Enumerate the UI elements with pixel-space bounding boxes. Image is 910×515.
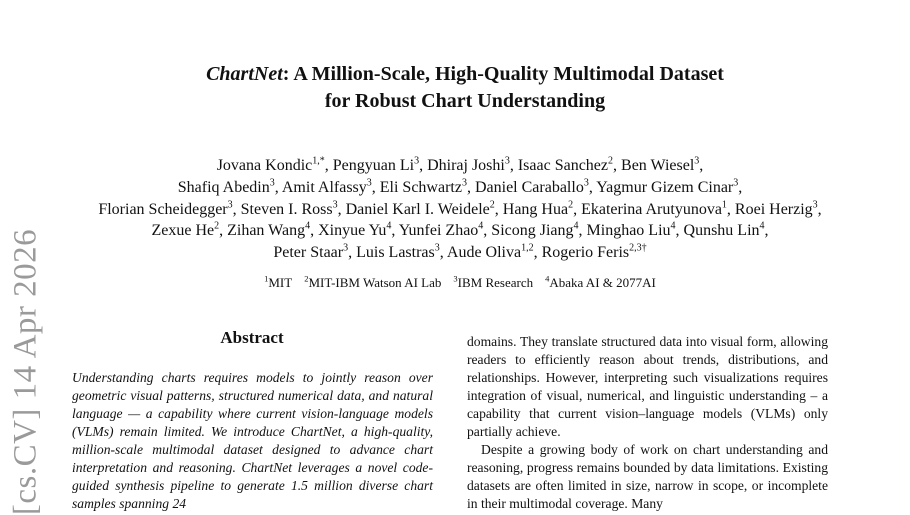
author-affiliation-mark: 1,* xyxy=(312,155,325,167)
affiliation-number: 2 xyxy=(304,273,309,284)
author-affiliation-mark: 3 xyxy=(434,242,440,254)
title-line-1-rest: : A Million-Scale, High-Quality Multimodal Dataset xyxy=(282,63,724,85)
author-affiliation-mark: 3 xyxy=(343,242,349,254)
author-name: Daniel Karl I. Weidele xyxy=(345,200,490,218)
author-entry xyxy=(282,179,372,196)
author-entry xyxy=(475,179,589,196)
affiliation-number: 3 xyxy=(453,273,458,284)
author-entry xyxy=(447,244,534,261)
author-name: Pengyuan Li xyxy=(332,157,415,174)
author-entry xyxy=(587,222,676,239)
author-list: Jovana Kondic$^{1,*}$, Pengyuan Li$^3$, Dhiraj Joshi$^3$, Isaac Sanchez$^2$, Ben Wiesel$^3$, Shafiq Abedin$^3$, Amit Alfassy$^3$, Eli Schwartz$^3$, Daniel Caraballo$^3$, Yagmur Gizem Cinar$^3$, Florian Scheidegger$^3$, Steven I. Ross$^3$, Daniel Karl I. Weidele$^2$, Hang Hua$^2$, Ekaterina Arutyunova$^1$, Roei Herzig$^3$, Zexue He$^2$, Zihan Wang$^4$, Xinyue Yu$^4$, Yunfei Zhao$^4$, Sicong Jiang$^4$, Minghao Liu$^4$, Qunshu Lin$^4$, Peter Staar$^3$, Luis Lastras$^3$, Aude Oliva$^{1,2}$, Rogerio Feris$^{2,3\dagger}$ xyxy=(98,155,822,262)
affiliation-name: IBM Research xyxy=(457,275,534,290)
author-name: Florian Scheidegger xyxy=(98,200,228,218)
author-name: Yunfei Zhao xyxy=(398,222,479,240)
author-name: Yagmur Gizem Cinar xyxy=(596,178,734,196)
author-name: Rogerio Feris xyxy=(541,244,630,262)
author-entry xyxy=(581,201,727,218)
author-entry xyxy=(518,157,613,174)
author-name: Sicong Jiang xyxy=(491,222,574,240)
author-entry xyxy=(596,179,738,196)
intro-column xyxy=(467,333,828,513)
author-entry xyxy=(227,222,310,239)
author-name: Peter Staar xyxy=(273,244,344,262)
author-name: Steven I. Ross xyxy=(240,200,333,218)
author-affiliation-mark: 2 xyxy=(214,221,220,233)
author-affiliation-mark: 3 xyxy=(227,199,233,211)
author-entry xyxy=(621,157,699,174)
affiliation-name: MIT-IBM Watson AI Lab xyxy=(308,275,442,290)
intro-paragraph: domains. They translate structured data into visual form, allowing readers to efficiently reason about trends, distributions, and relationships. However, interpreting such visualizations requires integration of visual, numerical, and linguistic understanding – a capability that current vision–language models (VLMs) only partially achieve. xyxy=(467,334,828,439)
author-affiliation-mark: 3 xyxy=(583,177,589,189)
author-entry xyxy=(273,244,348,261)
author-name: Xinyue Yu xyxy=(318,222,387,240)
author-affiliation-mark: 3 xyxy=(366,177,372,189)
author-name: Zexue He xyxy=(151,222,215,240)
author-affiliation-mark: 1,2 xyxy=(521,242,534,254)
author-entry xyxy=(491,222,578,239)
author-name: Daniel Caraballo xyxy=(474,178,584,196)
author-name: Minghao Liu xyxy=(586,222,671,240)
author-name: Shafiq Abedin xyxy=(177,178,270,196)
author-affiliation-mark: 2 xyxy=(568,199,574,211)
affiliation-number: 1 xyxy=(264,273,269,284)
author-entry xyxy=(241,201,338,218)
author-entry xyxy=(542,244,647,261)
author-affiliation-mark: 3 xyxy=(332,199,338,211)
arxiv-stamp-text: [cs.CV] 14 Apr 2026 xyxy=(7,228,44,515)
author-entry xyxy=(178,179,275,196)
author-affiliation-mark: 2 xyxy=(489,199,495,211)
author-affiliation-mark: 4 xyxy=(759,221,765,233)
author-affiliation-mark: 1 xyxy=(721,199,727,211)
abstract-heading: Abstract xyxy=(220,328,284,347)
author-name: Eli Schwartz xyxy=(379,178,462,196)
author-name: Jovana Kondic xyxy=(216,157,313,174)
author-entry xyxy=(346,201,495,218)
author-entry xyxy=(151,222,219,239)
author-affiliation-mark: 3 xyxy=(461,177,467,189)
author-name: Ben Wiesel xyxy=(621,157,695,174)
affiliation-list xyxy=(100,275,820,291)
author-name: Aude Oliva xyxy=(446,244,522,262)
intro-paragraph: Despite a growing body of work on chart understanding and reasoning, progress remains bounded by data limitations. Existing datasets are often limited in size, narrow in scope, or incomplete in their multimodal coverage. Many xyxy=(467,442,828,511)
affiliation xyxy=(304,275,441,290)
affiliation-name: Abaka AI & 2077AI xyxy=(549,275,656,290)
author-affiliation-mark: 3 xyxy=(269,177,275,189)
affiliation xyxy=(545,275,656,290)
author-entry xyxy=(217,157,325,174)
author-name: Zihan Wang xyxy=(227,222,306,240)
abstract-text: Understanding charts requires models to jointly reason over geometric visual patterns, structured numerical data, and natural language — a capability where current vision-language models (VLMs) remain limited. We introduce ChartNet, a high-quality, million-scale multimodal dataset designed to advance chart interpretation and reasoning. ChartNet leverages a novel code-guided synthesis pipeline to generate 1.5 million diverse chart samples spanning 24 xyxy=(72,370,433,511)
author-entry xyxy=(427,157,510,174)
author-affiliation-mark: 4 xyxy=(305,221,311,233)
author-entry xyxy=(380,179,467,196)
author-entry xyxy=(356,244,440,261)
author-name: Hang Hua xyxy=(502,200,569,218)
author-affiliation-mark: 4 xyxy=(386,221,392,233)
author-entry xyxy=(333,157,419,174)
affiliation xyxy=(453,275,533,290)
author-name: Ekaterina Arutyunova xyxy=(581,200,722,218)
author-affiliation-mark: 3 xyxy=(504,155,510,167)
affiliation-name: MIT xyxy=(268,275,293,290)
author-affiliation-mark: 3 xyxy=(694,155,700,167)
arxiv-stamp xyxy=(0,0,56,515)
author-affiliation-mark: 3 xyxy=(812,199,818,211)
title-dataset-name: ChartNet xyxy=(206,63,283,85)
author-affiliation-mark: 3 xyxy=(733,177,739,189)
author-affiliation-mark: 2 xyxy=(608,155,614,167)
author-affiliation-mark: 4 xyxy=(573,221,579,233)
author-entry xyxy=(98,201,232,218)
author-entry xyxy=(735,201,818,218)
author-affiliation-mark: 3 xyxy=(414,155,420,167)
author-name: Amit Alfassy xyxy=(281,178,367,196)
author-entry xyxy=(684,222,765,239)
author-name: Qunshu Lin xyxy=(683,222,760,240)
author-entry xyxy=(318,222,391,239)
author-entry xyxy=(503,201,573,218)
author-name: Dhiraj Joshi xyxy=(427,157,505,174)
affiliation xyxy=(264,275,292,290)
title-line-2: for Robust Chart Understanding xyxy=(324,90,606,112)
author-affiliation-mark: 2,3† xyxy=(629,242,647,254)
author-affiliation-mark: 4 xyxy=(670,221,676,233)
author-affiliation-mark: 4 xyxy=(478,221,484,233)
author-name: Isaac Sanchez xyxy=(517,157,609,174)
paper-title xyxy=(100,61,830,115)
author-entry xyxy=(399,222,484,239)
author-name: Roei Herzig xyxy=(734,200,813,218)
affiliation-number: 4 xyxy=(545,273,550,284)
author-name: Luis Lastras xyxy=(356,244,435,262)
